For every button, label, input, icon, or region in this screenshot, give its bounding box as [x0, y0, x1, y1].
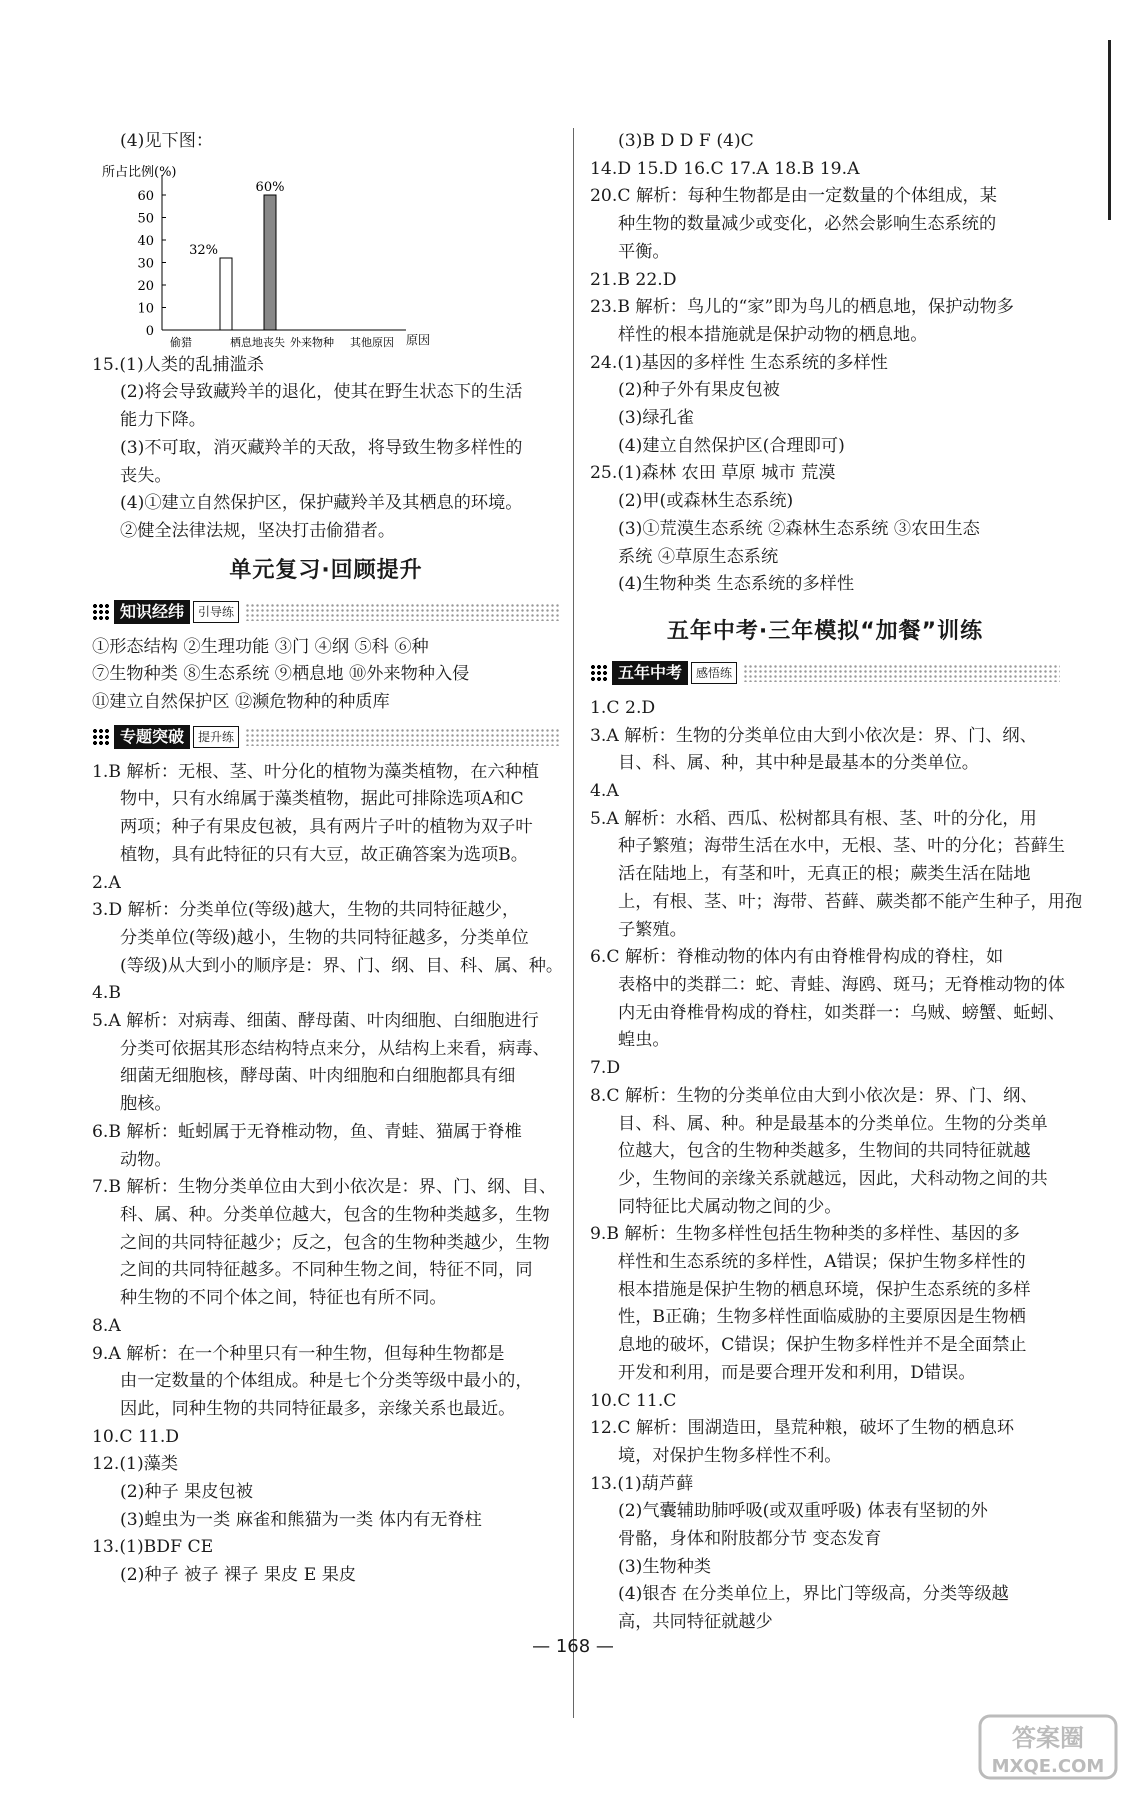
banner-tag: 五年中考: [612, 661, 688, 685]
answer-line: 息地的破坏，C错误；保护生物多样性并不是全面禁止: [618, 1335, 1027, 1356]
answer-line: 15.(1)人类的乱捕滥杀: [92, 354, 264, 375]
answer-line: 4.B: [92, 983, 122, 1004]
y-axis-label: 所占比例(%): [102, 164, 177, 180]
answer-line: (4)①建立自然保护区，保护藏羚羊及其栖息的环境。: [120, 493, 523, 514]
answer-line: 1.B 解析：无根、茎、叶分化的植物为藻类植物，在六种植: [92, 761, 539, 782]
answer-line: 科、属、种。分类单位越大，包含的生物种类越多，生物: [120, 1204, 550, 1225]
watermark-logo: [978, 1712, 1118, 1782]
knowledge-line: ⑦生物种类 ⑧生态系统 ⑨栖息地 ⑩外来物种入侵: [92, 664, 470, 685]
answer-line: (3)B D D F (4)C: [618, 131, 754, 151]
answer-line: 内无由脊椎骨构成的脊柱，如类群一：乌贼、螃蟹、蚯蚓、: [618, 1002, 1065, 1023]
x-tick-label: 偷猎: [170, 335, 192, 349]
q14-4-label: (4)见下图：: [120, 131, 214, 151]
answer-line: 14.D 15.D 16.C 17.A 18.B 19.A: [590, 158, 860, 179]
answer-line: (2)将会导致藏羚羊的退化，使其在野生状态下的生活: [120, 382, 523, 403]
x-tick-label: 外来物种: [290, 335, 334, 349]
answer-line: 样性和生态系统的多样性，A错误；保护生物多样性的: [618, 1252, 1026, 1273]
answer-line: 10.C 11.C: [590, 1390, 677, 1411]
answer-line: 能力下降。: [120, 410, 206, 431]
answer-line: (2)气囊辅助肺呼吸(或双重呼吸) 体表有坚韧的外: [618, 1501, 988, 1522]
answer-line: 21.B 22.D: [590, 269, 677, 290]
answer-line: 境，对保护生物多样性不利。: [618, 1445, 842, 1466]
y-tick-label: 10: [137, 301, 154, 317]
answer-line: 种子繁殖；海带生活在水中，无根、茎、叶的分化；苔藓生: [618, 836, 1065, 857]
q15-block: [92, 352, 560, 546]
answer-line: 9.A 解析：在一个种里只有一种生物，但每种生物都是: [92, 1343, 505, 1364]
answer-line: ②健全法律法规，坚决打击偷猎者。: [120, 520, 396, 541]
answer-line: 24.(1)基因的多样性 生态系统的多样性: [590, 352, 888, 373]
answer-line: 物中，只有水绵属于藻类植物，据此可排除选项A和C: [120, 789, 524, 810]
answer-line: 1.C 2.D: [590, 697, 656, 718]
answers-list-left: [92, 759, 564, 1590]
answer-line: 分类单位(等级)越小，生物的共同特征越多，分类单位: [120, 927, 529, 948]
answer-line: 上，有根、茎、叶；海带、苔藓、蕨类都不能产生种子，用孢: [618, 891, 1083, 912]
answer-line: 13.(1)葫芦藓: [590, 1473, 694, 1494]
answer-line: 由一定数量的个体组成。种是七个分类等级中最小的，: [120, 1371, 533, 1392]
y-tick-label: 20: [137, 278, 154, 294]
answer-line: 动物。: [120, 1149, 172, 1170]
answer-line: (3)①荒漠生态系统 ②森林生态系统 ③农田生态: [618, 518, 980, 539]
answer-line: 位越大，包含的生物种类越多，生物间的共同特征就越: [618, 1141, 1031, 1162]
banner-sub: 引导练: [193, 601, 239, 623]
answer-line: (2)种子外有果皮包被: [618, 380, 780, 401]
answer-line: 骨骼，身体和附肢都分节 变态发育: [618, 1529, 882, 1550]
x-axis-label: 原因: [406, 332, 431, 347]
banner-dots-icon: [590, 664, 608, 682]
answer-line: 丧失。: [120, 465, 172, 486]
answer-line: 分类可依据其形态结构特点来分，从结构上来看，病毒、: [120, 1038, 550, 1059]
answer-line: 3.A 解析：生物的分类单位由大到小依次是：界、门、纲、: [590, 725, 1037, 746]
answer-line: 12.C 解析：围湖造田，垦荒种粮，破坏了生物的栖息环: [590, 1418, 1015, 1439]
answer-line: (3)蝗虫为一类 麻雀和熊猫为一类 体内有无脊柱: [120, 1509, 482, 1530]
answer-line: 23.B 解析：鸟儿的“家”即为鸟儿的栖息地，保护动物多: [590, 297, 1014, 318]
answer-line: 8.C 解析：生物的分类单位由大到小依次是：界、门、纲、: [590, 1085, 1038, 1106]
answer-line: 表格中的类群二：蛇、青蛙、海鸥、斑马；无脊椎动物的体: [618, 974, 1065, 995]
banner-sub: 感悟练: [691, 662, 737, 684]
banner-topic: [92, 723, 560, 751]
answer-line: 13.(1)BDF CE: [92, 1537, 214, 1558]
answer-line: 之间的共同特征越多。不同种生物之间，特征不同，同: [120, 1260, 533, 1281]
answer-line: 10.C 11.D: [92, 1426, 180, 1447]
svg-text:答案圈: 答案圈: [1012, 1724, 1084, 1752]
answer-line: 9.B 解析：生物多样性包括生物种类的多样性、基因的多: [590, 1224, 1020, 1245]
answer-line: 目、科、属、种，其中种是最基本的分类单位。: [618, 753, 979, 774]
answer-line: (2)种子 果皮包被: [120, 1482, 253, 1503]
y-tick-label: 60: [137, 188, 154, 204]
answer-line: (2)甲(或森林生态系统): [618, 491, 794, 512]
section-title-exam: 五年中考·三年模拟“加餐”训练: [666, 618, 984, 644]
x-tick-label: 其他原因: [350, 335, 394, 349]
bar-chart-svg: [92, 158, 431, 349]
answer-line: 25.(1)森林 农田 草原 城市 荒漠: [590, 463, 836, 484]
answer-line: (等级)从大到小的顺序是：界、门、纲、目、科、属、种。: [120, 955, 564, 976]
svg-text:MXQE.COM: MXQE.COM: [991, 1756, 1105, 1777]
answer-line: 根本措施是保护生物的栖息环境，保护生态系统的多样: [618, 1279, 1031, 1300]
bar: [220, 258, 232, 330]
banner-dots-icon: [92, 603, 110, 621]
bar-data-label: 60%: [255, 179, 285, 195]
answer-line: (3)不可取，消灭藏羚羊的天敌，将导致生物多样性的: [120, 437, 523, 458]
answer-line: 4.A: [590, 781, 619, 802]
answer-line: 两项；种子有果皮包被，具有两片子叶的植物为双子叶: [120, 817, 533, 838]
answer-line: 开发和利用，而是要合理开发和利用，D错误。: [618, 1362, 976, 1383]
answer-line: 样性的根本措施就是保护动物的栖息地。: [618, 324, 928, 345]
y-tick-label: 30: [137, 256, 154, 272]
knowledge-line: ⑪建立自然保护区 ⑫濒危物种的种质库: [92, 692, 390, 713]
y-tick-label: 0: [145, 323, 154, 339]
banner-dots-icon: [92, 728, 110, 746]
answer-line: 细菌无细胞核，酵母菌、叶肉细胞和白细胞都具有细: [120, 1066, 516, 1087]
banner-fill: [245, 728, 560, 746]
bar: [264, 195, 276, 330]
answer-line: 8.A: [92, 1315, 121, 1336]
answer-line: 因此，同种生物的共同特征最多，亲缘关系也最近。: [120, 1398, 516, 1419]
answer-line: 7.D: [590, 1058, 621, 1079]
left-column: [92, 128, 564, 1590]
answer-line: 目、科、属、种。种是最基本的分类单位。生物的分类单: [618, 1113, 1048, 1134]
answer-line: (3)绿孔雀: [618, 408, 694, 429]
banner-knowledge: [92, 598, 560, 626]
right-column: [590, 128, 1083, 1637]
page-number: — 168 —: [532, 1636, 614, 1657]
answers-top-right: [590, 128, 1060, 599]
answer-line: 2.A: [92, 872, 121, 893]
answer-line: 胞核。: [120, 1094, 172, 1115]
answer-line: 子繁殖。: [618, 919, 687, 940]
answer-line: 少，生物间的亲缘关系就越远，因此，犬科动物之间的共: [618, 1168, 1048, 1189]
answer-line: 性，B正确；生物多样性面临威胁的主要原因是生物栖: [618, 1307, 1026, 1328]
answer-line: 之间的共同特征越少；反之，包含的生物种类越少，生物: [120, 1232, 550, 1253]
answer-line: (2)种子 被子 裸子 果皮 E 果皮: [120, 1565, 357, 1586]
answer-line: (4)建立自然保护区(合理即可): [618, 435, 845, 456]
knowledge-list: [92, 634, 560, 717]
answer-line: 蝗虫。: [618, 1030, 670, 1051]
answer-line: 种生物的不同个体之间，特征也有所不同。: [120, 1288, 447, 1309]
answer-line: 种生物的数量减少或变化，必然会影响生态系统的: [618, 214, 997, 235]
answer-line: 平衡。: [618, 241, 670, 262]
knowledge-line: ①形态结构 ②生理功能 ③门 ④纲 ⑤科 ⑥种: [92, 636, 429, 657]
answer-line: (3)生物种类: [618, 1556, 712, 1577]
answer-line: 6.C 解析：脊椎动物的体内有由脊椎骨构成的脊柱，如: [590, 947, 1004, 968]
answers-list-right: [590, 695, 1083, 1637]
answer-line: 同特征比犬属动物之间的少。: [618, 1196, 842, 1217]
answer-line: 系统 ④草原生态系统: [618, 546, 779, 567]
banner-fill: [245, 603, 560, 621]
answer-line: 3.D 解析：分类单位(等级)越大，生物的共同特征越少，: [92, 900, 520, 921]
scan-edge-line: [1108, 40, 1111, 220]
banner-sub: 提升练: [193, 726, 239, 748]
answer-line: 6.B 解析：蚯蚓属于无脊椎动物，鱼、青蛙、猫属于脊椎: [92, 1121, 522, 1142]
y-tick-label: 50: [137, 211, 154, 227]
answer-line: 植物，具有此特征的只有大豆，故正确答案为选项B。: [120, 844, 528, 865]
answer-line: 高，共同特征就越少: [618, 1612, 773, 1633]
answer-line: 7.B 解析：生物分类单位由大到小依次是：界、门、纲、目、: [92, 1177, 557, 1198]
banner-exam: [590, 659, 1060, 687]
answer-line: 20.C 解析：每种生物都是由一定数量的个体组成，某: [590, 186, 997, 207]
x-tick-label: 栖息地丧失: [230, 335, 285, 349]
column-divider: [573, 128, 574, 1718]
banner-fill: [743, 664, 1060, 682]
answer-line: 12.(1)藻类: [92, 1454, 179, 1475]
bar-data-label: 32%: [189, 242, 218, 258]
y-tick-label: 40: [137, 233, 154, 249]
answer-line: (4)生物种类 生态系统的多样性: [618, 574, 855, 595]
banner-tag: 专题突破: [114, 725, 190, 749]
banner-tag: 知识经纬: [114, 600, 190, 624]
bar-chart: [92, 158, 560, 348]
answer-line: 活在陆地上，有茎和叶，无真正的根；蕨类生活在陆地: [618, 864, 1031, 885]
answer-line: 5.A 解析：水稻、西瓜、松树都具有根、茎、叶的分化，用: [590, 808, 1037, 829]
section-title-unit-review: 单元复习·回顾提升: [229, 557, 423, 583]
answer-line: (4)银杏 在分类单位上，界比门等级高，分类等级越: [618, 1584, 1009, 1605]
answer-line: 5.A 解析：对病毒、细菌、酵母菌、叶肉细胞、白细胞进行: [92, 1011, 539, 1032]
